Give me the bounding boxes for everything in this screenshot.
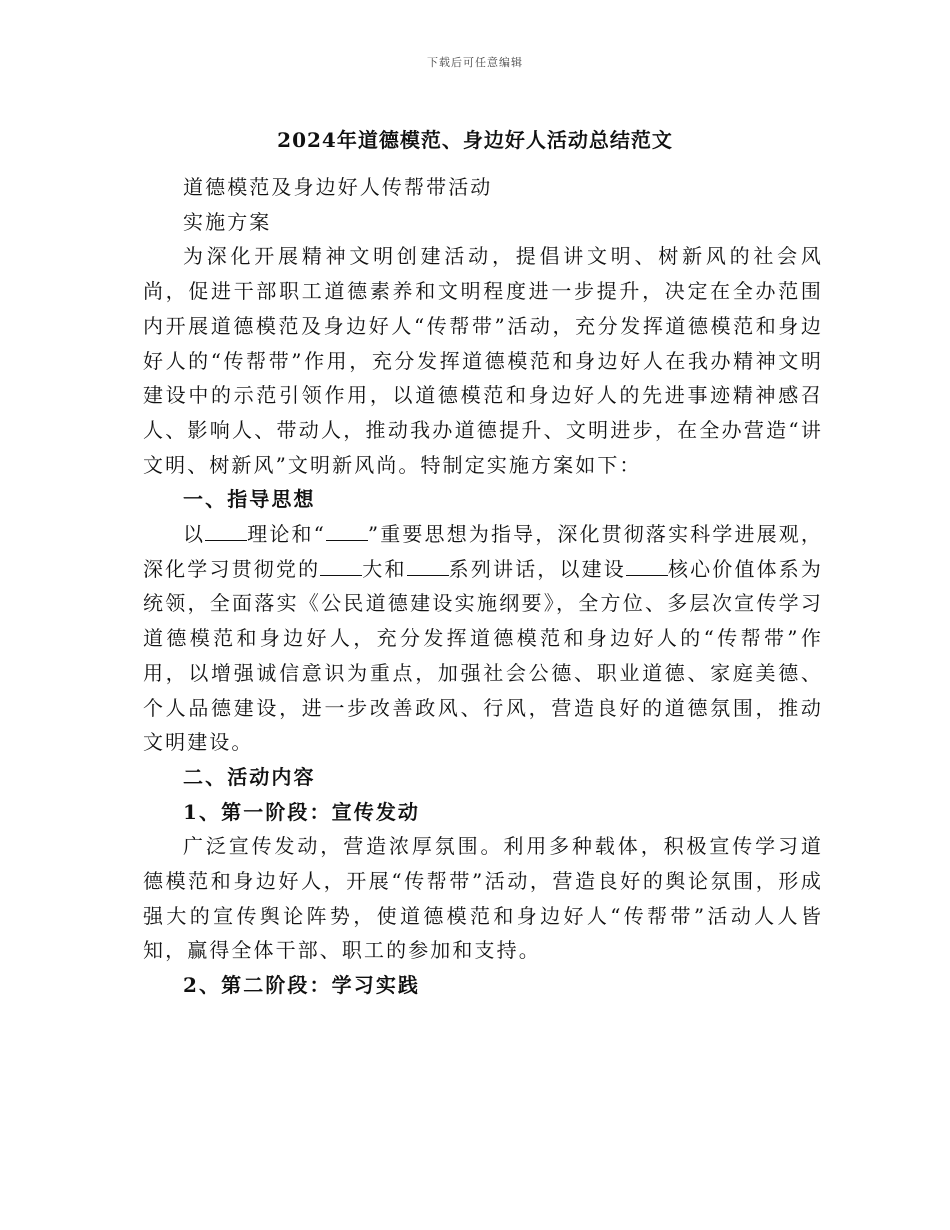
section-2-heading: 二、活动内容: [183, 764, 316, 789]
phase-1-heading: 1、第一阶段：宣传发动: [183, 799, 421, 824]
phase-1-paragraph: 广泛宣传发动，营造浓厚氛围。利用多种载体，积极宣传学习道德模范和身边好人，开展“传帮带”活动，营造良好的舆论氛围，形成强大的宣传舆论阵势，使道德模范和身边好人“传帮带”活动人人皆知，赢得全体干部、职工的参加和支持。: [143, 834, 823, 963]
section-1-heading: 一、指导思想: [183, 487, 316, 512]
document-title: 2024年道德模范、身边好人活动总结范文: [277, 128, 673, 152]
subtitle-line-2: 实施方案: [183, 209, 272, 234]
fill-blank: [205, 522, 247, 541]
intro-paragraph: 为深化开展精神文明创建活动，提倡讲文明、树新风的社会风尚，促进干部职工道德素养和文明程度进一步提升，决定在全办范围内开展道德模范及身边好人“传帮带”活动，充分发挥道德模范和身边好人的“传帮带”作用，充分发挥道德模范和身边好人在我办精神文明建设中的示范引领作用，以道德模范和身边好人的先进事迹精神感召人、影响人、带动人，推动我办道德提升、文明进步，在全办营造“讲文明、树新风”文明新风尚。特制定实施方案如下：: [143, 244, 823, 477]
document-body: [143, 170, 823, 1003]
fill-blank: [407, 557, 449, 576]
fill-blank: [326, 522, 368, 541]
header-note: 下载后可任意编辑: [427, 56, 523, 69]
fill-blank: [626, 557, 668, 576]
section-1-text-c: ”重要思想为指导，深化贯彻落实科学进展观，深化学习贯彻党的: [143, 522, 823, 581]
section-1-text-a: 以: [183, 522, 206, 547]
fill-blank: [320, 557, 362, 576]
phase-2-heading: 2、第二阶段：学习实践: [183, 973, 421, 998]
section-1-text-f: 核心价值体系为统领，全面落实《公民道德建设实施纲要》，全方位、多层次宣传学习道德模范和身边好人，充分发挥道德模范和身边好人的“传帮带”作用，以增强诚信意识为重点，加强社会公德、职业道德、家庭美德、个人品德建设，进一步改善政风、行风，营造良好的道德氛围，推动文明建设。: [143, 556, 824, 755]
section-1-paragraph: [143, 517, 823, 760]
section-1-text-b: 理论和“: [247, 522, 326, 547]
subtitle-line-1: 道德模范及身边好人传帮带活动: [183, 175, 493, 199]
section-1-text-d: 大和: [362, 556, 407, 581]
section-1-text-e: 系列讲话，以建设: [448, 556, 626, 581]
